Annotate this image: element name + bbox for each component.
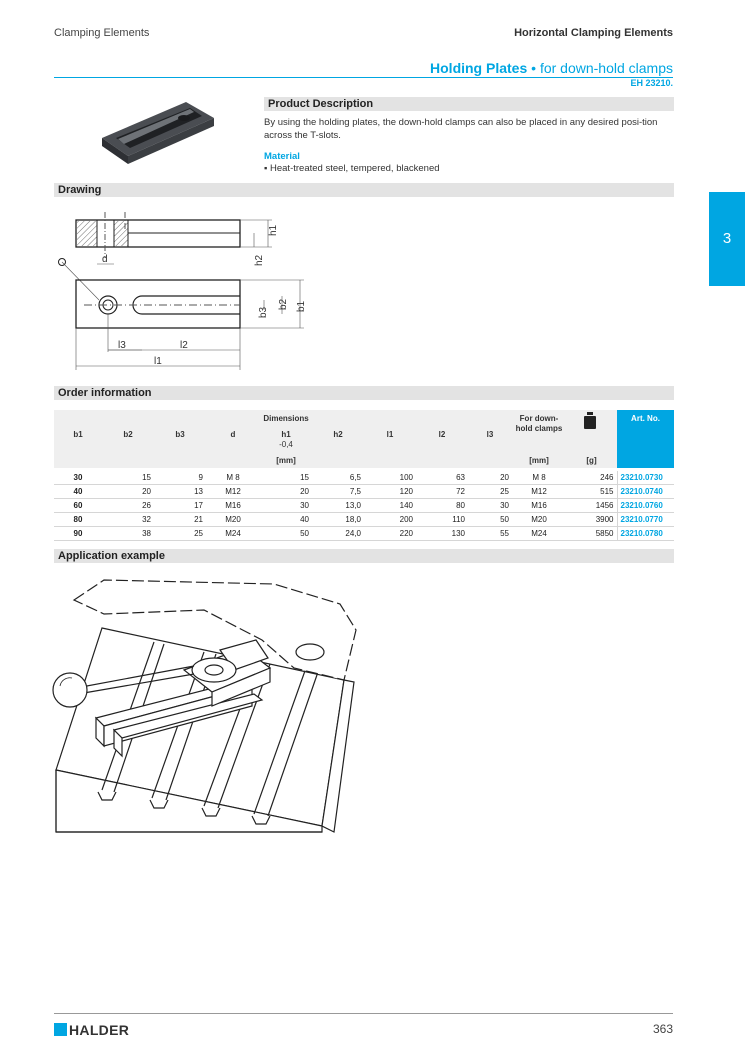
- label-h2: h2: [254, 254, 265, 266]
- art-no-cell[interactable]: 23210.0760: [617, 499, 674, 513]
- col-l2: l2: [438, 430, 446, 439]
- header-chapter: Horizontal Clamping Elements: [514, 27, 673, 39]
- col-h2: h2: [333, 430, 343, 439]
- dimensions-label: Dimensions: [263, 414, 309, 423]
- table-cell: 13: [154, 485, 206, 499]
- label-l1: l1: [154, 356, 162, 367]
- table-cell: 220: [364, 527, 416, 541]
- label-l2: l2: [180, 340, 188, 351]
- table-cell: M16: [512, 499, 566, 513]
- table-cell: 515: [566, 485, 617, 499]
- product-photo: [94, 100, 216, 166]
- col-b1: b1: [73, 430, 83, 439]
- order-heading: Order information: [54, 386, 674, 400]
- title-sub: for down-hold clamps: [539, 60, 673, 76]
- table-cell: 25: [468, 485, 512, 499]
- table-cell: 30: [260, 499, 312, 513]
- material-title: Material: [264, 151, 300, 162]
- product-description-text: By using the holding plates, the down-hold clamps can also be placed in any desired posi-tion across the T-slots.: [264, 117, 658, 141]
- table-cell: M24: [206, 527, 260, 541]
- table-cell: 130: [416, 527, 468, 541]
- label-b3: b3: [258, 306, 269, 318]
- table-row: [54, 499, 674, 513]
- table-cell: 17: [154, 499, 206, 513]
- brand-mark: [54, 1023, 67, 1036]
- header-section: Clamping Elements: [54, 27, 150, 39]
- art-no-cell[interactable]: 23210.0770: [617, 513, 674, 527]
- label-b1: b1: [296, 300, 307, 312]
- label-h1: h1: [268, 224, 279, 236]
- table-cell: 140: [364, 499, 416, 513]
- label-d: d: [102, 254, 108, 265]
- table-cell: M24: [512, 527, 566, 541]
- brand-logo: [54, 1022, 129, 1038]
- table-cell: 9: [154, 471, 206, 485]
- table-cell: 100: [364, 471, 416, 485]
- table-cell: M16: [206, 499, 260, 513]
- table-cell: 30: [54, 471, 102, 485]
- table-cell: 30: [468, 499, 512, 513]
- technical-drawing: [54, 200, 314, 375]
- brand-name: HALDER: [69, 1022, 130, 1038]
- table-cell: 38: [102, 527, 154, 541]
- table-cell: 26: [102, 499, 154, 513]
- table-cell: M 8: [206, 471, 260, 485]
- table-cell: 25: [154, 527, 206, 541]
- h1-tolerance: -0,4: [279, 440, 293, 449]
- table-cell: 246: [566, 471, 617, 485]
- table-cell: 120: [364, 485, 416, 499]
- table-cell: 80: [416, 499, 468, 513]
- application-heading: Application example: [54, 549, 674, 563]
- art-no-cell[interactable]: 23210.0740: [617, 485, 674, 499]
- table-cell: 80: [54, 513, 102, 527]
- table-cell: 60: [54, 499, 102, 513]
- art-no-cell[interactable]: 23210.0780: [617, 527, 674, 541]
- table-row: [54, 527, 674, 541]
- col-b3: b3: [175, 430, 185, 439]
- table-cell: 20: [260, 485, 312, 499]
- label-l3: l3: [118, 340, 126, 351]
- header-rule: [54, 77, 673, 78]
- col-l1: l1: [386, 430, 394, 439]
- table-cell: 20: [102, 485, 154, 499]
- table-cell: 32: [102, 513, 154, 527]
- col-d: d: [230, 430, 236, 439]
- col-h1: h1: [281, 430, 291, 439]
- table-cell: 40: [260, 513, 312, 527]
- table-row: [54, 513, 674, 527]
- title-bullet: •: [531, 60, 537, 76]
- table-cell: 20: [468, 471, 512, 485]
- table-cell: 24,0: [312, 527, 364, 541]
- application-illustration: [44, 570, 364, 835]
- table-cell: 3900: [566, 513, 617, 527]
- page-title: [430, 60, 673, 76]
- weight-icon: [583, 412, 597, 430]
- drawing-heading: Drawing: [54, 183, 674, 197]
- unit-mm: [mm]: [276, 456, 296, 465]
- col-b2: b2: [123, 430, 133, 439]
- for-clamps-label: For down-hold clamps: [515, 414, 563, 433]
- table-cell: 72: [416, 485, 468, 499]
- table-cell: M20: [512, 513, 566, 527]
- order-code: EH 23210.: [630, 78, 673, 88]
- table-row: [54, 471, 674, 485]
- product-description-heading: Product Description: [264, 97, 674, 111]
- footer-rule: [54, 1013, 673, 1014]
- table-cell: 6,5: [312, 471, 364, 485]
- table-cell: 90: [54, 527, 102, 541]
- chapter-tab[interactable]: 3: [709, 192, 745, 286]
- table-row: [54, 485, 674, 499]
- table-cell: 200: [364, 513, 416, 527]
- table-cell: 21: [154, 513, 206, 527]
- table-cell: 40: [54, 485, 102, 499]
- table-cell: M20: [206, 513, 260, 527]
- table-cell: 15: [260, 471, 312, 485]
- page-number: 363: [652, 1022, 673, 1036]
- unit-mm-2: [mm]: [529, 456, 549, 465]
- unit-g: [g]: [586, 456, 597, 465]
- art-no-header: [617, 410, 674, 468]
- table-cell: 5850: [566, 527, 617, 541]
- label-b2: b2: [278, 298, 289, 310]
- table-cell: 1456: [566, 499, 617, 513]
- table-cell: 15: [102, 471, 154, 485]
- table-cell: 63: [416, 471, 468, 485]
- art-no-label: Art. No.: [631, 414, 660, 423]
- material-item: ▪ Heat-treated steel, tempered, blackened: [264, 163, 440, 174]
- table-cell: M 8: [512, 471, 566, 485]
- table-cell: 55: [468, 527, 512, 541]
- table-cell: 50: [468, 513, 512, 527]
- table-cell: M12: [512, 485, 566, 499]
- table-cell: 7,5: [312, 485, 364, 499]
- art-no-cell[interactable]: 23210.0730: [617, 471, 674, 485]
- table-cell: 13,0: [312, 499, 364, 513]
- table-cell: 110: [416, 513, 468, 527]
- order-table: [54, 471, 674, 541]
- title-main: Holding Plates: [430, 60, 528, 76]
- col-l3: l3: [486, 430, 494, 439]
- table-cell: 18,0: [312, 513, 364, 527]
- table-cell: 50: [260, 527, 312, 541]
- table-cell: M12: [206, 485, 260, 499]
